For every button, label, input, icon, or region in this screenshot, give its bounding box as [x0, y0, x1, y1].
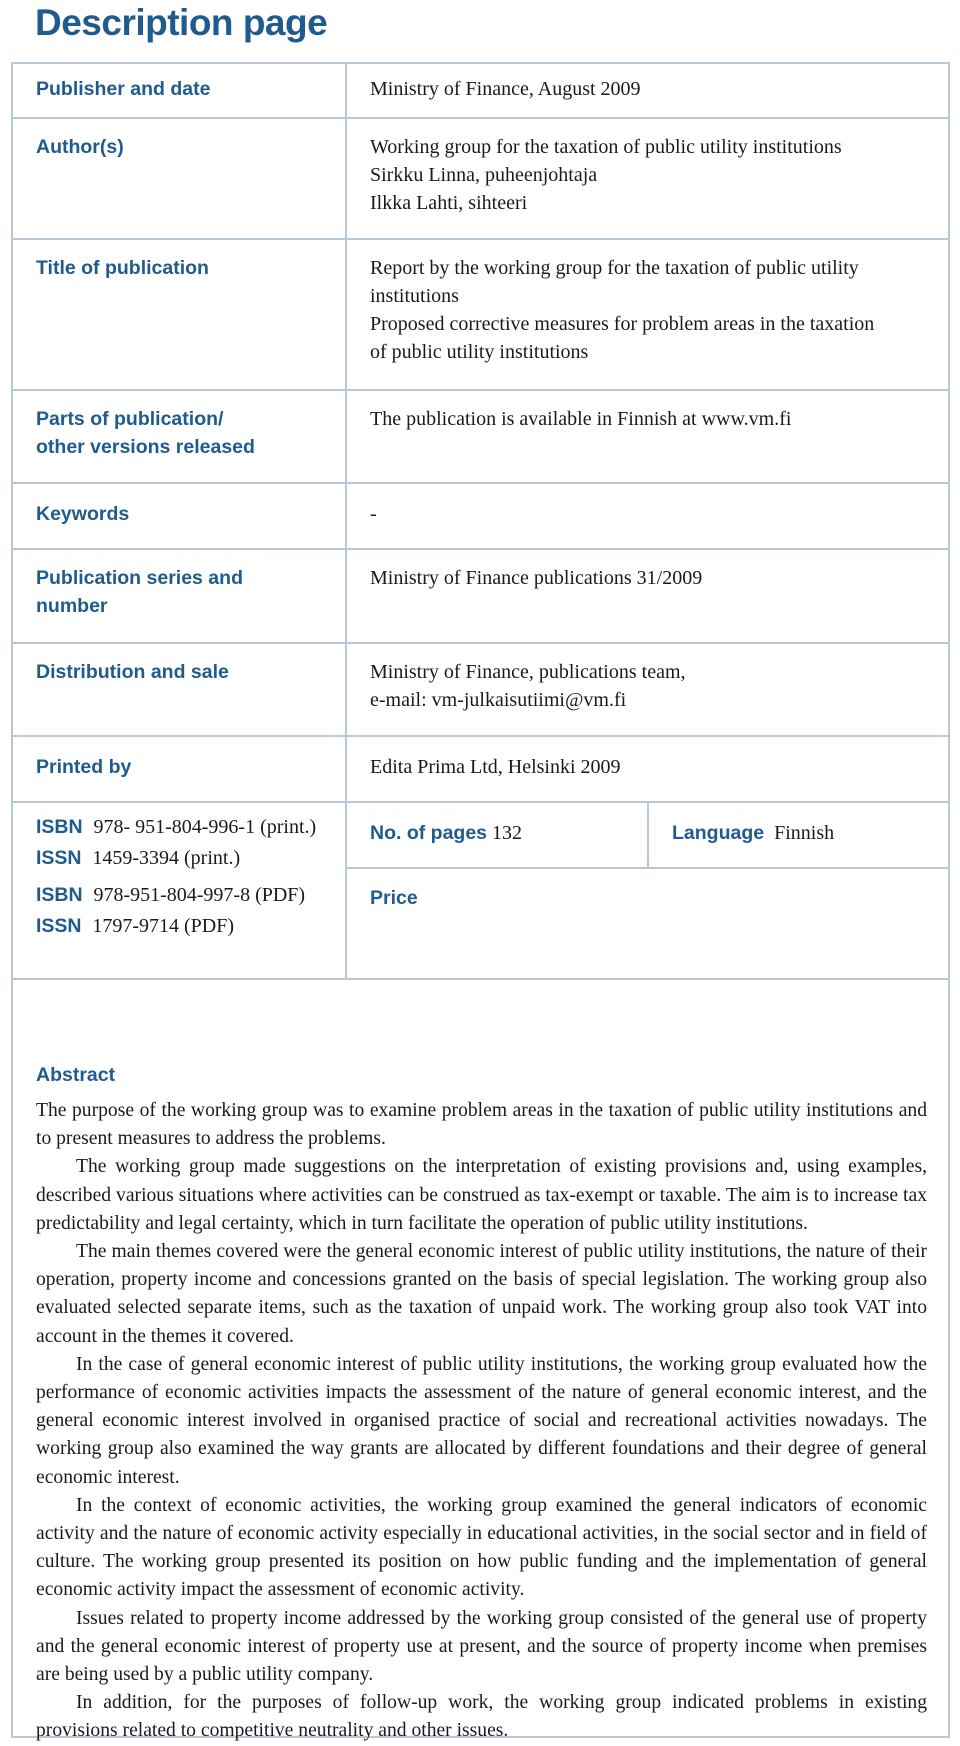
identifier-value: 1797-9714 (PDF) [92, 915, 235, 937]
printed-value: Edita Prima Ltd, Helsinki 2009 [370, 756, 621, 778]
identifier-line [36, 813, 316, 841]
abstract-body [36, 1097, 927, 1746]
distribution-line: e-mail: vm-julkaisutiimi@vm.fi [370, 689, 627, 711]
row-printed [13, 737, 948, 803]
title-label: Title of publication [36, 257, 209, 279]
identifier-type: ISSN [36, 915, 82, 937]
title-line: Proposed corrective measures for problem areas in the taxation [370, 313, 875, 335]
row-keywords [13, 484, 948, 550]
row-identifiers [13, 803, 948, 980]
publisher-label: Publisher and date [36, 78, 211, 100]
identifier-line [36, 844, 316, 872]
price-cell [370, 884, 940, 912]
parts-value: The publication is available in Finnish at www.vm.fi [370, 408, 792, 430]
abstract-paragraph: In addition, for the purposes of follow-up work, the working group indicated problems in existing provisions related to competitive neutrality and other issues. [36, 1692, 927, 1742]
parts-label-line: Parts of publication/ [36, 408, 224, 430]
authors-label: Author(s) [36, 136, 124, 158]
publisher-value: Ministry of Finance, August 2009 [370, 78, 641, 100]
language-cell [672, 819, 932, 847]
identifier-type: ISBN [36, 816, 83, 838]
author-line: Working group for the taxation of public utility institutions [370, 136, 842, 158]
language-value: Finnish [774, 822, 835, 844]
abstract-paragraph: In the context of economic activities, the working group examined the general indicators of economic activity and the nature of economic activity especially in educational activities, in the social sector and in field of culture. The working group presented its position on how public funding and the implementation of general economic activity impact the assessment of economic activity. [36, 1494, 927, 1601]
identifier-value: 978- 951-804-996-1 (print.) [93, 816, 317, 838]
series-label [36, 564, 243, 620]
parts-label [36, 405, 255, 461]
series-label-line: number [36, 595, 108, 617]
author-line: Sirkku Linna, puheenjohtaja [370, 164, 598, 186]
identifier-value: 1459-3394 (print.) [92, 847, 241, 869]
identifier-block [36, 813, 316, 940]
row-series [13, 550, 948, 644]
abstract-paragraph: The purpose of the working group was to examine problem areas in the taxation of public utility institutions and to present measures to address the problems. [36, 1100, 927, 1150]
series-value: Ministry of Finance publications 31/2009 [370, 567, 703, 589]
description-table [11, 62, 950, 1742]
pages-label: No. of pages [370, 822, 488, 844]
author-line: Ilkka Lahti, sihteeri [370, 192, 528, 214]
pages-divider [345, 867, 948, 869]
title-line: institutions [370, 285, 459, 307]
row-title [13, 240, 948, 391]
series-label-line: Publication series and [36, 567, 243, 589]
keywords-label: Keywords [36, 503, 130, 525]
row-authors [13, 119, 948, 240]
abstract-paragraph: In the case of general economic interest of public utility institutions, the working group evaluated how the performance of economic activities impacts the assessment of the nature of general economic interest, and the general economic interest involved in organised practice of social and recreational activities nowadays. The working group also examined the way grants are allocated by different foundations and their degree of general economic interest. [36, 1353, 927, 1488]
identifier-value: 978-951-804-997-8 (PDF) [93, 884, 306, 906]
keywords-value: - [370, 503, 377, 525]
identifier-line [36, 912, 316, 940]
identifier-line [36, 881, 316, 909]
price-label: Price [370, 887, 418, 909]
parts-label-line: other versions released [36, 436, 255, 458]
row-publisher [13, 64, 948, 119]
abstract-label: Abstract [36, 1064, 116, 1086]
printed-label: Printed by [36, 756, 132, 778]
row-parts [13, 391, 948, 484]
distribution-line: Ministry of Finance, publications team, [370, 661, 686, 683]
identifier-type: ISBN [36, 884, 83, 906]
title-line: Report by the working group for the taxation of public utility [370, 257, 859, 279]
authors-value [370, 133, 940, 217]
abstract-paragraph: Issues related to property income addressed by the working group consisted of the general use of property and the general economic interest of property use at present, and the source of property income when premises are being used by a public utility company. [36, 1607, 927, 1686]
title-line: of public utility institutions [370, 341, 589, 363]
identifier-type: ISSN [36, 847, 82, 869]
title-value [370, 254, 940, 366]
abstract-paragraph: The working group made suggestions on the interpretation of existing provisions and, using examples, described various situations where activities can be construed as tax-exempt or taxable. The aim is to increase tax predictability and legal certainty, which in turn facilitate the operation of public utility institutions. [36, 1156, 927, 1234]
distribution-value [370, 658, 940, 714]
abstract-paragraph: The main themes covered were the general economic interest of public utility institutions, the nature of their operation, property income and concessions granted on the basis of special legislation. The working group also evaluated selected separate items, such as the taxation of unpaid work. The working group also took VAT into account in the themes it covered. [36, 1241, 927, 1347]
pages-cell [370, 819, 650, 847]
distribution-label: Distribution and sale [36, 661, 229, 683]
language-label: Language [672, 822, 765, 844]
page-title: Description page [35, 2, 328, 43]
row-distribution [13, 644, 948, 737]
pages-value: 132 [492, 822, 523, 844]
